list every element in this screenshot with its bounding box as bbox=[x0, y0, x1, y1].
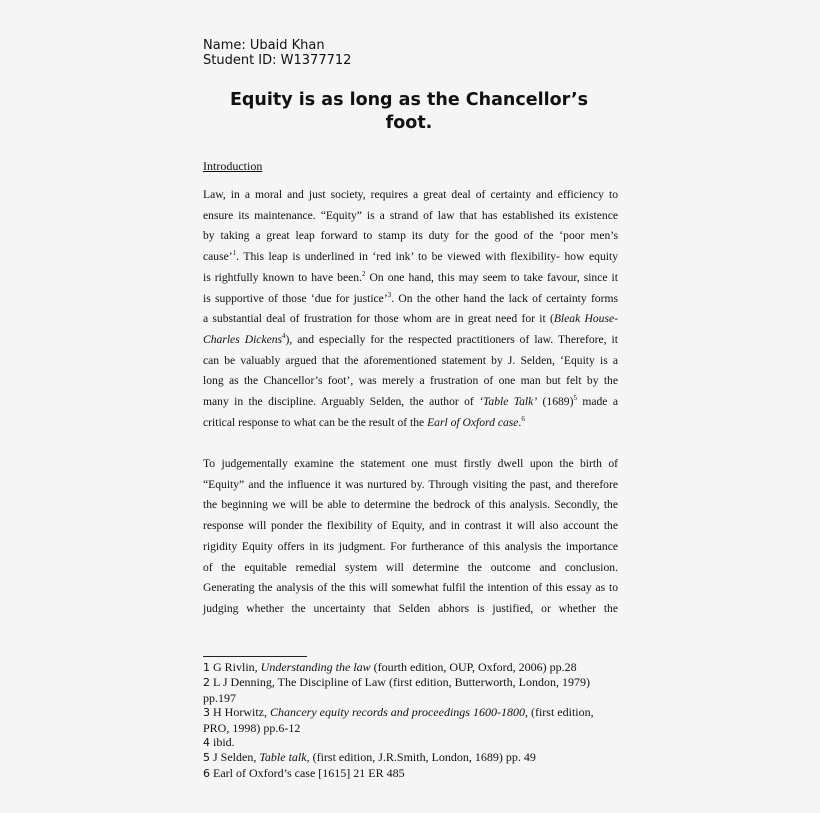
footnote-continuation: PRO, 1998) pp.6-12 bbox=[203, 720, 301, 735]
text-line: Generating the analysis of the this will somewhat fulfil the intention of this essay as to bbox=[203, 581, 618, 595]
footnote: 6 Earl of Oxford’s case [1615] 21 ER 485 bbox=[203, 765, 405, 780]
text-line: response will ponder the flexibility of Equity, and in contrast it will also account the bbox=[203, 519, 618, 533]
student-header bbox=[203, 38, 351, 68]
text-line: a substantial deal of frustration for those whom are in great need for it (Bleak House- bbox=[203, 312, 618, 326]
text-line: critical response to what can be the result of the Earl of Oxford case.$^6$ bbox=[203, 414, 525, 429]
text-line: the beginning we will be able to determine the bedrock of this analysis. Secondly, the bbox=[203, 498, 618, 512]
text-line: cause’$^1$. This leap is underlined in ‘red ink’ to be viewed with flexibility- how equity bbox=[203, 249, 618, 264]
text-line: is supportive of those ‘due for justice’$^3$. On the other hand the lack of certainty forms bbox=[203, 290, 618, 305]
text-line: judging whether the uncertainty that Selden abhors is justified, or whether the bbox=[203, 601, 618, 615]
student-id: Student ID: W1377712 bbox=[203, 53, 352, 68]
essay-title bbox=[203, 89, 615, 135]
paragraph-2 bbox=[203, 454, 618, 620]
footnote: 5 J Selden, Table talk, (first edition, J.R.Smith, London, 1689) pp. 49 bbox=[203, 750, 536, 765]
text-line: many in the discipline. Arguably Selden, the author of ‘Table Talk’ $(1689)^5$ made a bbox=[203, 394, 618, 409]
student-name: Name: Ubaid Khan bbox=[203, 38, 325, 53]
text-line: of the equitable remedial system will determine the outcome and conclusion. bbox=[203, 560, 618, 574]
essay-title-line-2: foot. bbox=[385, 113, 433, 133]
essay-title-line-1: Equity is as long as the Chancellor’s bbox=[229, 90, 589, 110]
text-line: To judgementally examine the statement one must firstly dwell upon the birth of bbox=[203, 457, 618, 470]
text-line: Law, in a moral and just society, requires a great deal of certainty and efficiency to bbox=[203, 188, 618, 201]
footnote-ref: 5 bbox=[573, 394, 577, 403]
footnote: 4 ibid. bbox=[203, 735, 235, 750]
footnote: 2 L J Denning, The Discipline of Law (first edition, Butterworth, London, 1979) bbox=[203, 675, 590, 690]
text-line: can be valuably argued that the aforementioned statement by J. Selden, ‘Equity is a bbox=[203, 353, 618, 367]
footnote: 1 G Rivlin, Understanding the law (fourth edition, OUP, Oxford, 2006) pp.28 bbox=[203, 660, 577, 674]
footnote-ref: 6 bbox=[521, 414, 525, 423]
text-line: ensure its maintenance. “Equity” is a strand of law that has established its existence bbox=[203, 208, 618, 222]
footnote-ref: 4 bbox=[282, 332, 286, 341]
text-line: is rightfully known to have been.$^2$ On one hand, this may seem to take favour, since it bbox=[203, 269, 618, 284]
text-line: rigidity Equity offers in its judgment. For furtherance of this analysis the importance bbox=[203, 539, 618, 553]
footnotes bbox=[203, 660, 623, 781]
text-line: by taking a great leap forward to stamp its duty for the good of the ‘poor men’s bbox=[203, 229, 618, 243]
footnote-ref: 1 bbox=[232, 249, 237, 258]
footnote-separator bbox=[203, 656, 307, 657]
footnote-continuation: pp.197 bbox=[203, 690, 236, 705]
paragraph-1 bbox=[203, 185, 618, 433]
introduction-heading: Introduction bbox=[203, 159, 263, 173]
text-line: “Equity” and the influence it was nurtured by. Through visiting the past, and therefore bbox=[203, 477, 618, 491]
text-line: long as the Chancellor’s foot’, was merely a frustration of one man but felt by the bbox=[203, 374, 618, 388]
footnote-ref: 2 bbox=[361, 269, 366, 278]
footnote: 3 H Horwitz, Chancery equity records and proceedings 1600-1800, (first edition, bbox=[203, 705, 594, 720]
text-line: Charles Dickens$^4$), and especially for the respected practitioners of law. Therefore, it bbox=[203, 332, 618, 346]
footnote-ref: 3 bbox=[387, 290, 392, 299]
